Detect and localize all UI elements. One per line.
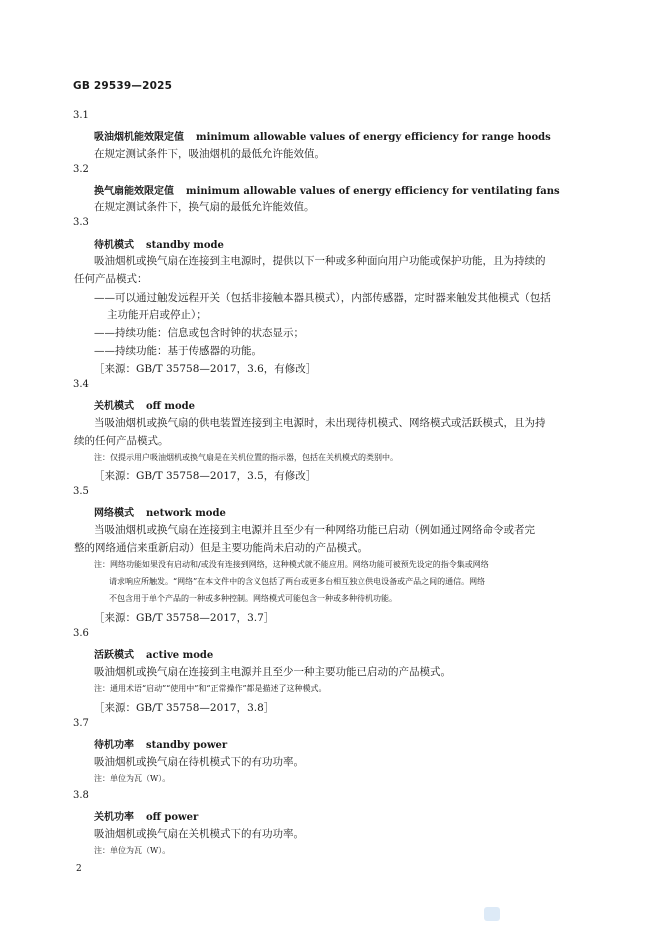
definition-text: 吸油烟机或换气扇在连接到主电源时，提供以下一种或多种面向用户功能或保护功能，且为持续的 bbox=[94, 255, 546, 267]
clause-number: 3.1 bbox=[73, 110, 89, 121]
term-en: standby mode bbox=[146, 240, 224, 251]
source-reference: ［来源：GB/T 35758—2017，3.7］ bbox=[94, 612, 275, 624]
term-title bbox=[94, 236, 224, 251]
note-text: 注：单位为瓦（W）。 bbox=[94, 774, 171, 783]
term-zh: 换气扇能效限定值 bbox=[94, 186, 174, 197]
watermark-icon bbox=[484, 907, 500, 921]
note-text: 注：仅提示用户吸油烟机或换气扇是在关机位置的指示器，包括在关机模式的类别中。 bbox=[94, 453, 398, 462]
term-en: minimum allowable values of energy efficiency for range hoods bbox=[196, 132, 551, 143]
source-reference: ［来源：GB/T 35758—2017，3.6，有修改］ bbox=[94, 363, 317, 375]
list-item: ——持续功能：信息或包含时钟的状态显示； bbox=[94, 327, 304, 339]
note-text: 注：通用术语“启动”“使用中”和“正常操作”都是描述了这种模式。 bbox=[94, 684, 327, 693]
term-en: off power bbox=[146, 812, 199, 823]
term-zh: 待机功率 bbox=[94, 740, 134, 751]
clause-number: 3.5 bbox=[73, 486, 89, 497]
source-reference: ［来源：GB/T 35758—2017，3.8］ bbox=[94, 702, 275, 714]
clause-number: 3.2 bbox=[73, 164, 89, 175]
definition-text: 整的网络通信来重新启动）但是主要功能尚未启动的产品模式。 bbox=[74, 542, 368, 554]
note-text: 注：单位为瓦（W）。 bbox=[94, 846, 171, 855]
note-text: 不包含用于单个产品的一种或多种控制。网络模式可能包含一种或多种待机功能。 bbox=[109, 594, 397, 603]
definition-text: 当吸油烟机或换气扇在连接到主电源并且至少有一种网络功能已启动（例如通过网络命令或者完 bbox=[94, 524, 535, 536]
definition-text: 吸油烟机或换气扇在待机模式下的有功功率。 bbox=[94, 756, 304, 768]
note-text: 请求响应所触发。“网络”在本文件中的含义包括了两台或更多台相互独立供电设备或产品之间的通信。网络 bbox=[109, 577, 486, 586]
term-en: standby power bbox=[146, 740, 228, 751]
term-title bbox=[94, 182, 560, 197]
clause-number: 3.7 bbox=[73, 718, 89, 729]
source-reference: ［来源：GB/T 35758—2017，3.5，有修改］ bbox=[94, 470, 317, 482]
definition-text: 吸油烟机或换气扇在连接到主电源并且至少一种主要功能已启动的产品模式。 bbox=[94, 666, 451, 678]
list-item-continuation: 主功能开启或停止）； bbox=[107, 309, 207, 321]
clause-number: 3.6 bbox=[73, 628, 89, 639]
term-en: network mode bbox=[146, 508, 226, 519]
page-number: 2 bbox=[76, 864, 82, 874]
term-title bbox=[94, 128, 551, 143]
term-zh: 待机模式 bbox=[94, 240, 134, 251]
definition-text: 在规定测试条件下，吸油烟机的最低允许能效值。 bbox=[94, 148, 325, 160]
term-en: off mode bbox=[146, 401, 195, 412]
term-zh: 网络模式 bbox=[94, 508, 134, 519]
term-title bbox=[94, 646, 213, 661]
term-title bbox=[94, 504, 226, 519]
term-zh: 关机模式 bbox=[94, 401, 134, 412]
definition-text: 在规定测试条件下，换气扇的最低允许能效值。 bbox=[94, 201, 315, 213]
term-en: minimum allowable values of energy efficiency for ventilating fans bbox=[186, 186, 560, 197]
standard-header: GB 29539—2025 bbox=[73, 80, 173, 92]
definition-text: 当吸油烟机或换气扇的供电装置连接到主电源时，未出现待机模式、网络模式或活跃模式，且为持 bbox=[94, 417, 546, 429]
term-title bbox=[94, 736, 227, 751]
definition-text: 续的任何产品模式。 bbox=[74, 435, 169, 447]
term-zh: 吸油烟机能效限定值 bbox=[94, 132, 184, 143]
clause-number: 3.3 bbox=[73, 217, 89, 228]
list-item: ——可以通过触发远程开关（包括非接触本器具模式），内部传感器，定时器来触发其他模式（包括 bbox=[94, 292, 551, 304]
clause-number: 3.8 bbox=[73, 790, 89, 801]
clause-number: 3.4 bbox=[73, 379, 89, 390]
term-title bbox=[94, 808, 198, 823]
term-zh: 活跃模式 bbox=[94, 650, 134, 661]
definition-text: 吸油烟机或换气扇在关机模式下的有功功率。 bbox=[94, 828, 304, 840]
list-item: ——持续功能：基于传感器的功能。 bbox=[94, 345, 262, 357]
term-zh: 关机功率 bbox=[94, 812, 134, 823]
definition-text: 任何产品模式： bbox=[74, 273, 148, 285]
term-title bbox=[94, 397, 195, 412]
term-en: active mode bbox=[146, 650, 214, 661]
note-text: 注：网络功能如果没有启动和/或没有连接到网络，这种模式就不能应用。网络功能可被预先设定的指令集或网络 bbox=[94, 560, 489, 569]
